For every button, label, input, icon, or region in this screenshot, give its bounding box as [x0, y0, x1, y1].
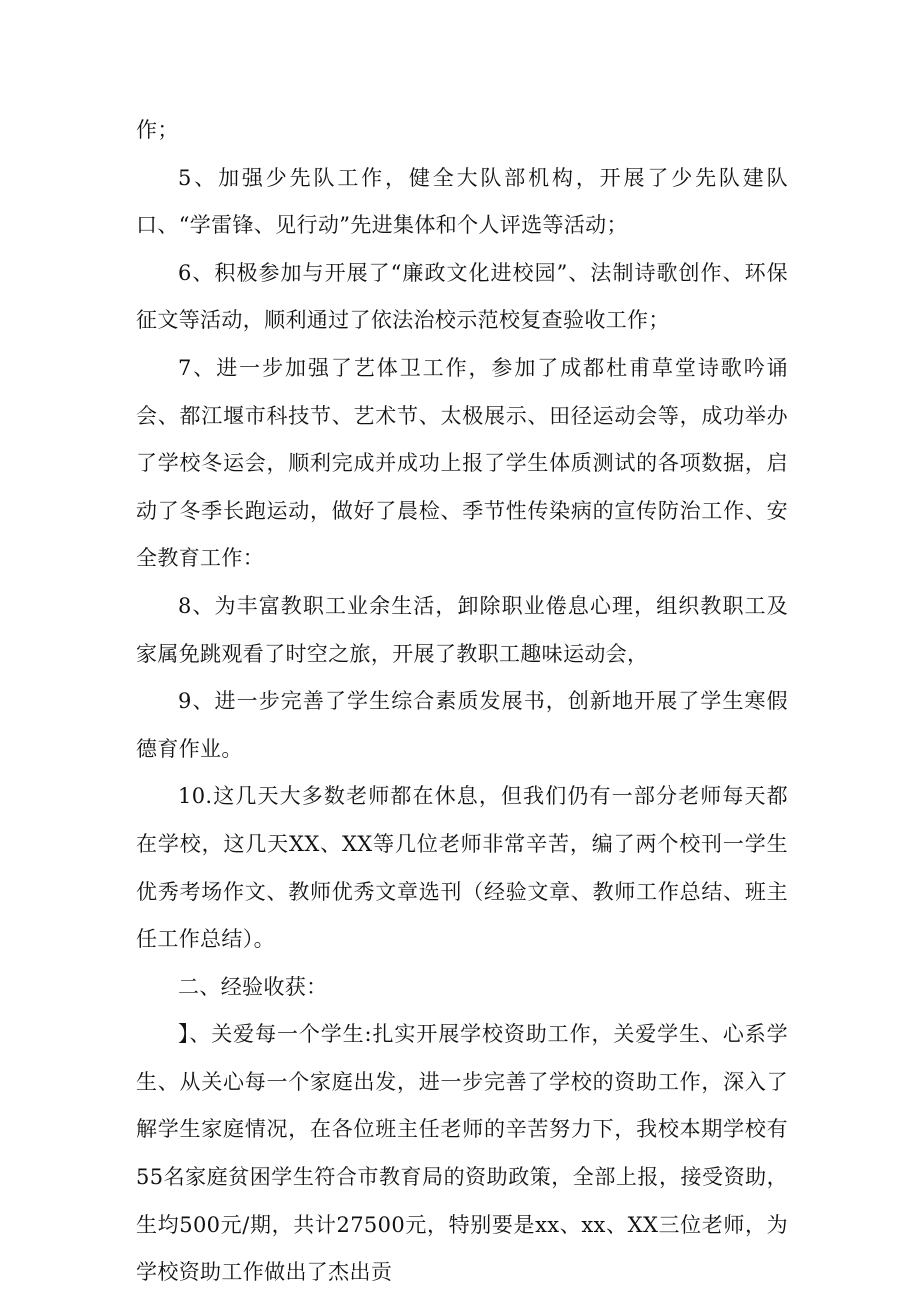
document-body: [136, 107, 788, 1297]
paragraph-item-5: 5、加强少先队工作，健全大队部机构，开展了少先队建队口、“学雷锋、见行动”先进集体和个人评选等活动；: [136, 165, 788, 238]
paragraph-item-8: 8、为丰富教职工业余生活，卸除职业倦息心理，组织教职工及家属免跳观看了时空之旅，开展了教职工趣味运动会，: [136, 593, 788, 666]
paragraph-item-6: 6、积极参加与开展了“廉政文化进校园”、法制诗歌创作、环保征文等活动，顺利通过了依法治校示范校复查验收工作；: [136, 260, 788, 333]
paragraph-continuation: 作；: [136, 118, 179, 142]
paragraph-item-9: 9、进一步完善了学生综合素质发展书，创新地开展了学生寒假德育作业。: [136, 689, 788, 761]
paragraph-experience-1: 】、关爱每一个学生:扎实开展学校资助工作，关爱学生、心系学生、从关心每一个家庭出发，进一步完善了学校的资助工作，深入了解学生家庭情况，在各位班主任老师的辛苦努力下，我校本期学校有55名家庭贫困学生符合市教育局的资助政策，全部上报，接受资助，生均500元/期，共计27500元，特别要是xx、xx、XX三位老师，为学校资助工作做出了杰出贡: [136, 1022, 788, 1285]
section-heading-experience: 二、经验收获：: [178, 974, 328, 999]
paragraph-item-10: 10.这几天大多数老师都在休息，但我们仍有一部分老师每天都在学校，这几天XX、XX等几位老师非常辛苦，编了两个校刊一学生优秀考场作文、教师优秀文章选刊（经验文章、教师工作总结、班主任工作总结）。: [136, 784, 788, 952]
paragraph-item-7: 7、进一步加强了艺体卫工作，参加了成都杜甫草堂诗歌吟诵会、都江堰市科技节、艺术节、太极展示、田径运动会等，成功举办了学校冬运会，顺利完成并成功上报了学生体质测试的各项数据，启动了冬季长跑运动，做好了晨检、季节性传染病的宣传防治工作、安全教育工作：: [136, 355, 788, 571]
